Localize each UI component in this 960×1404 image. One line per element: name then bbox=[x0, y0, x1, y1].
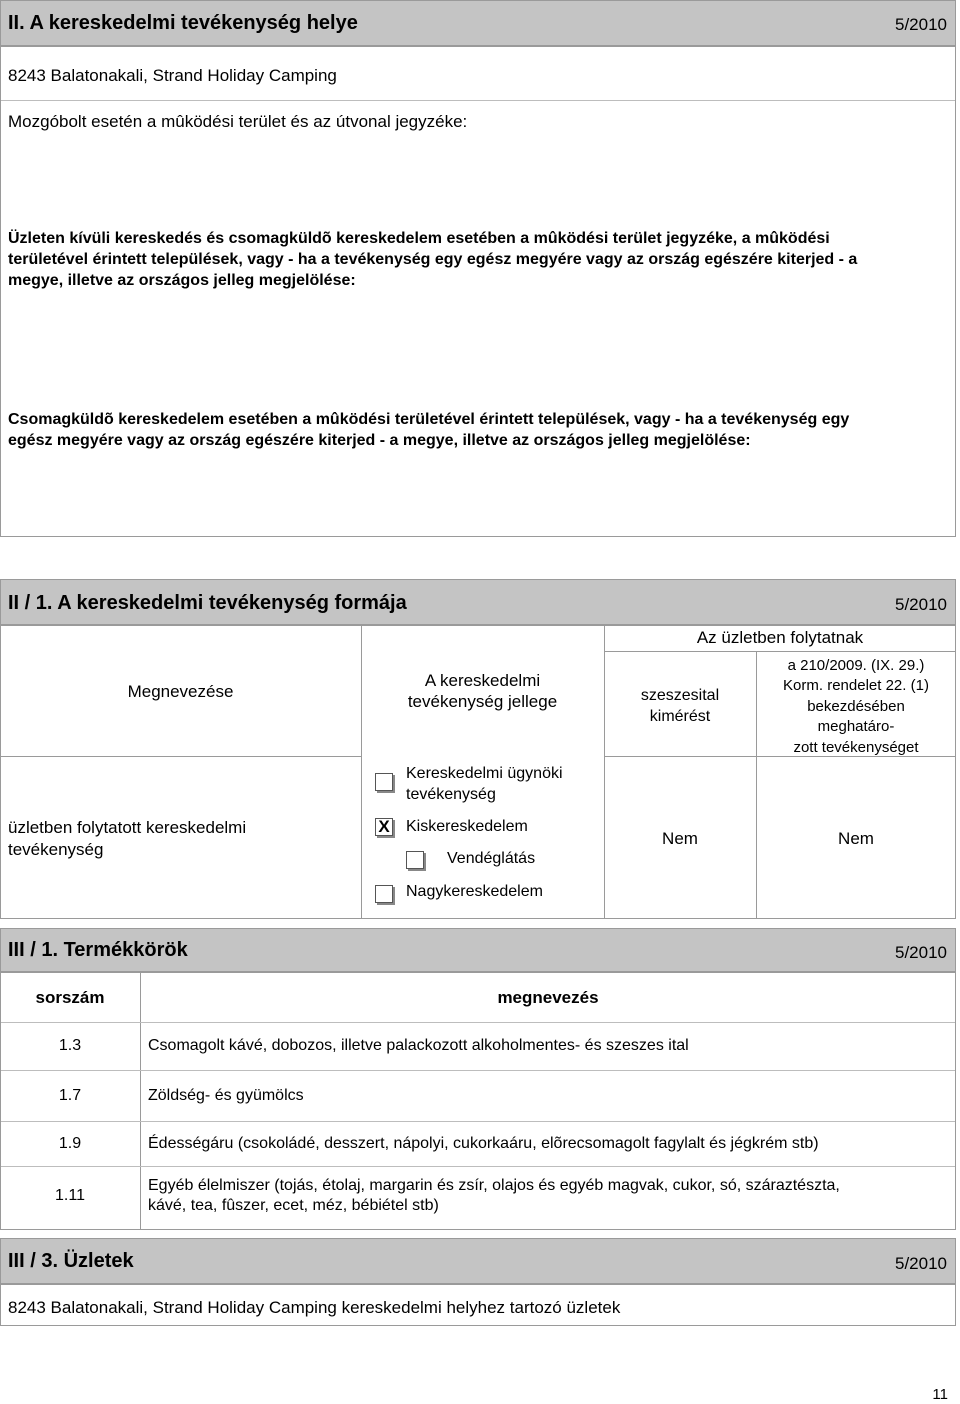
col-divider-2 bbox=[604, 625, 605, 919]
agent-checkbox[interactable] bbox=[375, 773, 393, 791]
col-header-decree-line-4: meghatáro- bbox=[817, 718, 895, 735]
col-header-nature-line-2: tevékenység jellege bbox=[407, 692, 558, 711]
section-3-3-title: III / 3. Üzletek bbox=[8, 1250, 134, 1272]
product-col-divider bbox=[140, 972, 141, 1230]
product-row-3-name: Édességáru (csokoládé, desszert, nápolyi, cukorkaáru, elõrecsomagolt fagylalt és jégkrém stb) bbox=[148, 1135, 819, 1152]
alcohol-value: Nem bbox=[662, 829, 698, 848]
section-2-header bbox=[0, 0, 956, 46]
product-row-line-4 bbox=[1, 1166, 955, 1167]
col-header-alcohol-line-1: szeszesital bbox=[640, 687, 720, 704]
col-header-nature-line-1: A kereskedelmi bbox=[424, 671, 541, 690]
header-row-bottom bbox=[0, 756, 361, 757]
row-name-line-1: üzletben folytatott kereskedelmi bbox=[8, 818, 247, 837]
wholesale-checkbox[interactable] bbox=[375, 885, 393, 903]
section-2-code: 5/2010 bbox=[895, 15, 947, 34]
retail-check-mark: X bbox=[378, 817, 390, 836]
mailorder-label-line-1: Csomagküldõ kereskedelem esetében a mûködési területével érintett települések, vagy - ha a tevékenység egy bbox=[8, 411, 850, 428]
col-header-store-group: Az üzletben folytatnak bbox=[696, 628, 864, 647]
retail-checkbox[interactable] bbox=[375, 818, 393, 836]
product-row-2-name: Zöldség- és gyümölcs bbox=[148, 1087, 304, 1104]
product-col-header-no: sorszám bbox=[35, 988, 105, 1007]
section-2-title: II. A kereskedelmi tevékenység helye bbox=[8, 12, 358, 34]
catering-checkbox[interactable] bbox=[406, 851, 424, 869]
col-header-decree-line-5: zott tevékenységet bbox=[793, 739, 919, 756]
product-row-1-name: Csomagolt kávé, dobozos, illetve palackozott alkoholmentes- és szeszes ital bbox=[148, 1037, 689, 1054]
product-row-line-1 bbox=[1, 1022, 955, 1023]
col-header-decree-line-3: bekezdésében bbox=[807, 698, 905, 715]
product-row-4-no: 1.11 bbox=[55, 1187, 85, 1204]
offstore-label-line-3: megye, illetve az országos jelleg megjelölése: bbox=[8, 272, 356, 289]
col-header-decree-line-1: a 210/2009. (IX. 29.) bbox=[787, 657, 925, 674]
address-value: 8243 Balatonakali, Strand Holiday Camping bbox=[8, 66, 337, 85]
product-row-line-3 bbox=[1, 1121, 955, 1122]
mobile-store-label: Mozgóbolt esetén a mûködési terület és az útvonal jegyzéke: bbox=[8, 112, 468, 131]
decree-value: Nem bbox=[838, 829, 874, 848]
col-header-name: Megnevezése bbox=[127, 682, 234, 701]
header-group-underline bbox=[604, 651, 956, 652]
page-number: 11 bbox=[932, 1386, 948, 1403]
section-3-3-header bbox=[0, 1238, 956, 1284]
agent-option-line-1: Kereskedelmi ügynöki bbox=[406, 765, 563, 782]
col-header-decree-line-2: Korm. rendelet 22. (1) bbox=[783, 677, 929, 694]
catering-option-label: Vendéglátás bbox=[447, 850, 536, 867]
product-col-header-name: megnevezés bbox=[497, 988, 599, 1007]
section-2-1-header bbox=[0, 579, 956, 625]
product-row-2-no: 1.7 bbox=[58, 1087, 82, 1104]
section-3-1-title: III / 1. Termékkörök bbox=[8, 939, 188, 961]
product-row-4-name-line-1: Egyéb élelmiszer (tojás, étolaj, margarin és zsír, olajos és egyéb magvak, cukor, só, száraztészta, bbox=[148, 1177, 840, 1194]
section-3-1-header bbox=[0, 928, 956, 972]
row-name-line-2: tevékenység bbox=[8, 840, 104, 859]
address-divider bbox=[1, 100, 955, 101]
wholesale-option-label: Nagykereskedelem bbox=[406, 883, 543, 900]
agent-option-line-2: tevékenység bbox=[406, 786, 496, 803]
section-3-1-code: 5/2010 bbox=[895, 943, 947, 962]
section-2-1-code: 5/2010 bbox=[895, 595, 947, 614]
offstore-label-line-2: területével érintett települések, vagy - ha a tevékenység egy egész megyére vagy az ország egészére kiterjed - a bbox=[8, 251, 858, 268]
product-row-1-no: 1.3 bbox=[58, 1037, 82, 1054]
stores-text: 8243 Balatonakali, Strand Holiday Camping kereskedelmi helyhez tartozó üzletek bbox=[8, 1298, 621, 1317]
product-row-line-2 bbox=[1, 1070, 955, 1071]
col-header-alcohol-line-2: kimérést bbox=[649, 708, 711, 725]
retail-option-label: Kiskereskedelem bbox=[406, 818, 528, 835]
section-3-3-code: 5/2010 bbox=[895, 1254, 947, 1273]
mailorder-label-line-2: egész megyére vagy az ország egészére kiterjed - a megye, illetve az országos jelleg megjelölése: bbox=[8, 432, 751, 449]
col-divider-1 bbox=[361, 625, 362, 919]
product-row-3-no: 1.9 bbox=[58, 1135, 82, 1152]
offstore-label-line-1: Üzleten kívüli kereskedés és csomagküldõ kereskedelem esetében a mûködési terület jegyzéke, a mûködési bbox=[8, 230, 830, 247]
product-row-4-name-line-2: kávé, tea, fûszer, ecet, méz, bébiétel stb) bbox=[148, 1197, 439, 1214]
section-2-1-title: II / 1. A kereskedelmi tevékenység formája bbox=[8, 592, 407, 614]
